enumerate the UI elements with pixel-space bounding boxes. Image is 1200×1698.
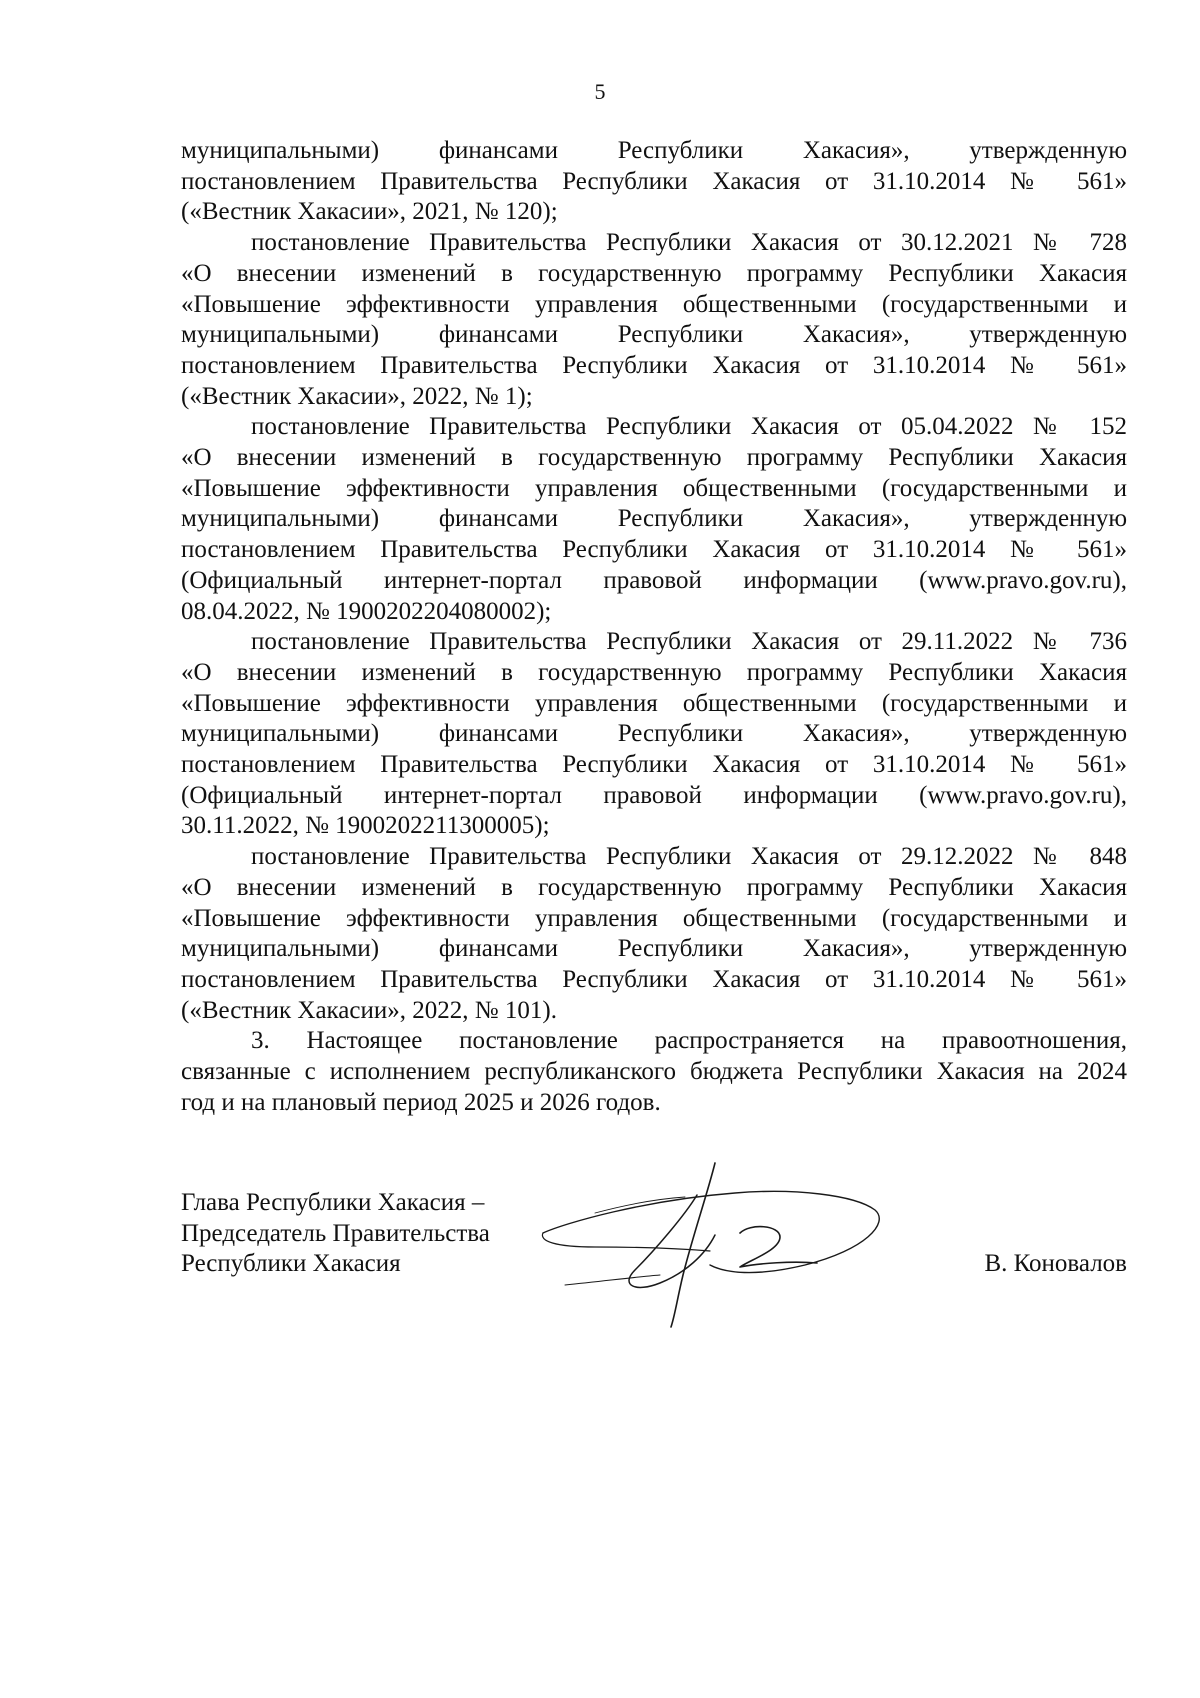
paragraph <box>181 136 1127 228</box>
text-line: постановлением Правительства Республики Хакасия от 31.10.2014 № 561» <box>181 965 1127 993</box>
text-line: (Официальный интернет-портал правовой информации (www.pravo.gov.ru), <box>181 566 1127 594</box>
text-line: («Вестник Хакасии», 2022, № 101). <box>181 996 557 1024</box>
text-line: «О внесении изменений в государственную программу Республики Хакасия <box>181 873 1127 901</box>
text-line: постановлением Правительства Республики Хакасия от 31.10.2014 № 561» <box>181 167 1127 195</box>
text-line: 30.11.2022, № 1900202211300005); <box>181 812 550 840</box>
text-line: муниципальными) финансами Республики Хакасия», утвержденную <box>181 321 1127 349</box>
text-line: постановлением Правительства Республики Хакасия от 31.10.2014 № 561» <box>181 751 1127 779</box>
text-line: постановление Правительства Республики Хакасия от 05.04.2022 № 152 <box>251 413 1127 441</box>
text-line: связанные с исполнением республиканского бюджета Республики Хакасия на 2024 <box>181 1058 1127 1086</box>
signature-stroke <box>595 1197 685 1213</box>
paragraph <box>181 228 1127 412</box>
text-line: 3. Настоящее постановление распространяется на правоотношения, <box>251 1027 1127 1055</box>
text-line: муниципальными) финансами Республики Хакасия», утвержденную <box>181 137 1127 164</box>
text-line: постановление Правительства Республики Хакасия от 29.11.2022 № 736 <box>251 628 1127 656</box>
text-line: («Вестник Хакасии», 2022, № 1); <box>181 382 533 410</box>
text-line: муниципальными) финансами Республики Хакасия», утвержденную <box>181 505 1127 533</box>
text-line: муниципальными) финансами Республики Хакасия», утвержденную <box>181 720 1127 748</box>
signer-title <box>181 1188 541 1280</box>
paragraph <box>181 842 1127 1026</box>
text-line: постановление Правительства Республики Хакасия от 30.12.2021 № 728 <box>251 229 1127 257</box>
handwritten-signature <box>535 1155 895 1335</box>
page-number: 5 <box>594 79 606 104</box>
text-line: («Вестник Хакасии», 2021, № 120); <box>181 198 558 226</box>
paragraph <box>181 627 1127 842</box>
text-line: «Повышение эффективности управления общественными (государственными и <box>181 474 1127 502</box>
paragraph <box>181 1026 1127 1118</box>
text-line: 08.04.2022, № 1900202204080002); <box>181 597 552 625</box>
text-line: «О внесении изменений в государственную программу Республики Хакасия <box>181 259 1127 287</box>
text-line: «Повышение эффективности управления общественными (государственными и <box>181 290 1127 318</box>
text-line: постановлением Правительства Республики Хакасия от 31.10.2014 № 561» <box>181 351 1127 379</box>
text-line: «Повышение эффективности управления общественными (государственными и <box>181 689 1127 717</box>
paragraph <box>181 412 1127 627</box>
text-line: «О внесении изменений в государственную программу Республики Хакасия <box>181 444 1127 472</box>
signature-stroke <box>543 1191 879 1272</box>
text-line: «О внесении изменений в государственную программу Республики Хакасия <box>181 658 1127 686</box>
document-body <box>181 136 1127 1119</box>
text-line: год и на плановый период 2025 и 2026 годов. <box>181 1088 661 1116</box>
text-line: «Повышение эффективности управления общественными (государственными и <box>181 904 1127 932</box>
signer-name: В. Коновалов <box>984 1250 1127 1277</box>
signer-title-line: Председатель Правительства <box>181 1219 490 1247</box>
signature-stroke <box>565 1275 660 1285</box>
signer-title-line: Глава Республики Хакасия – <box>181 1189 485 1216</box>
text-line: (Официальный интернет-портал правовой информации (www.pravo.gov.ru), <box>181 781 1127 809</box>
text-line: постановление Правительства Республики Хакасия от 29.12.2022 № 848 <box>251 843 1127 871</box>
signature-stroke <box>740 1227 817 1267</box>
signature-stroke <box>542 1233 710 1251</box>
signer-title-line: Республики Хакасия <box>181 1250 401 1278</box>
text-line: постановлением Правительства Республики Хакасия от 31.10.2014 № 561» <box>181 536 1127 564</box>
text-line: муниципальными) финансами Республики Хакасия», утвержденную <box>181 935 1127 963</box>
